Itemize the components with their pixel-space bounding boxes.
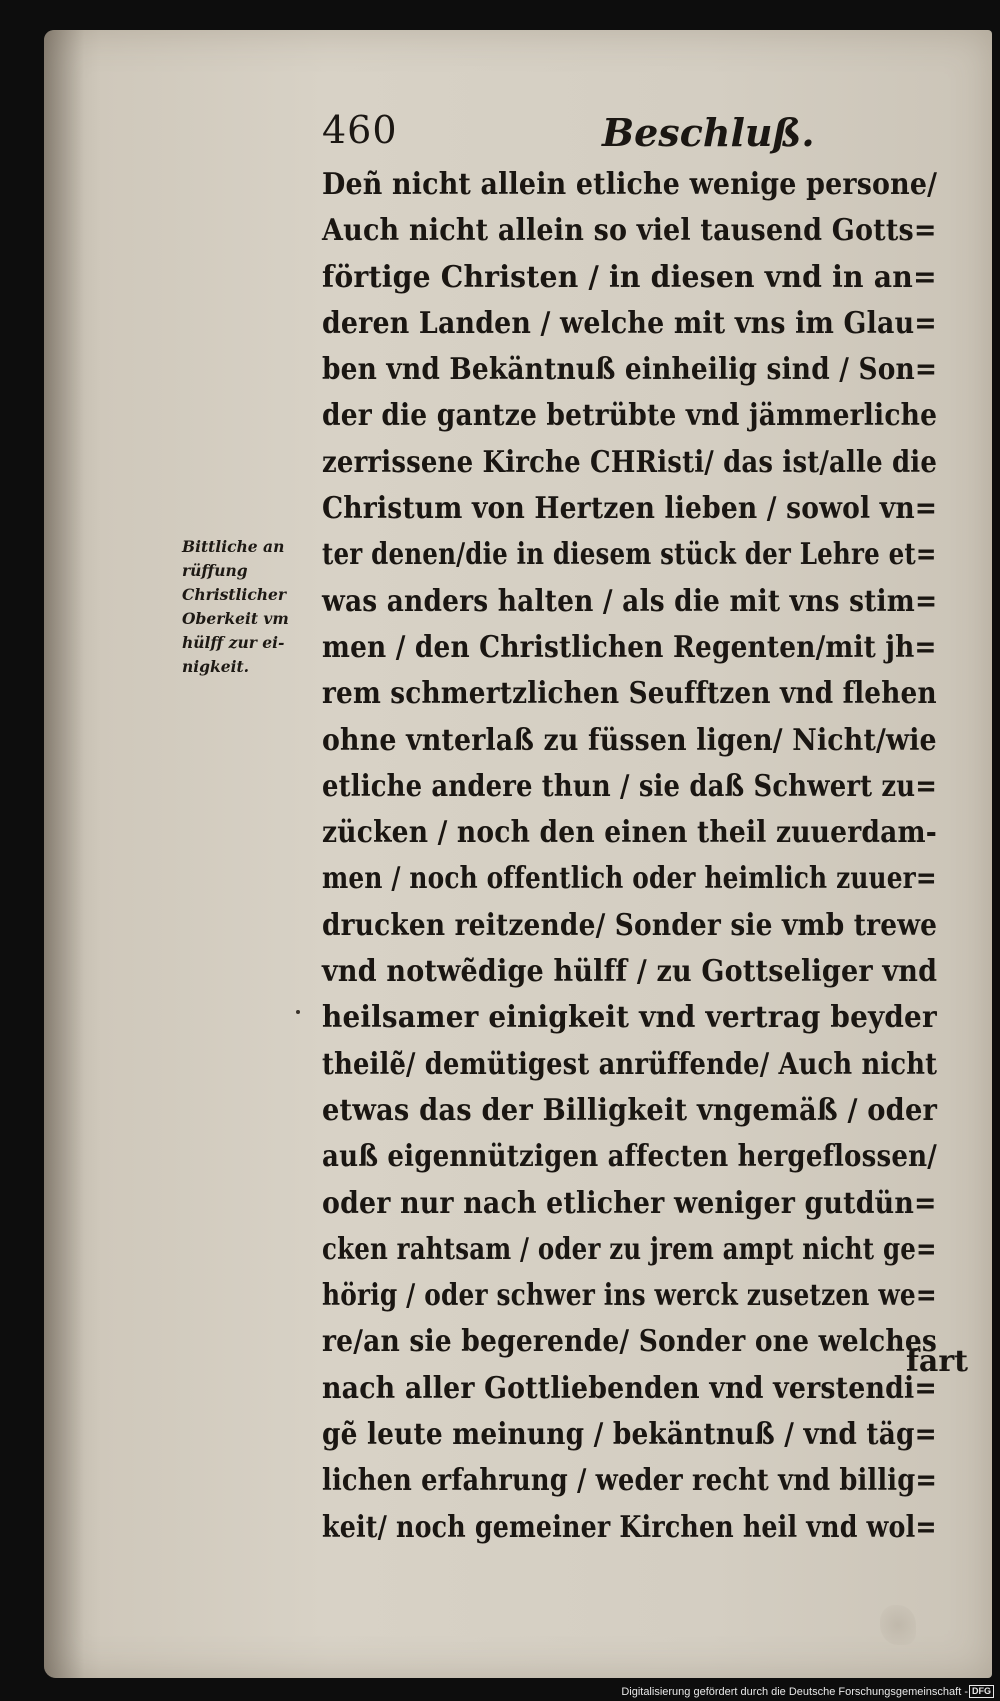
text-line: Auch nicht allein so viel tausend Gotts= (322, 213, 937, 249)
text-line: nach aller Gottliebenden vnd verstendi= (322, 1370, 938, 1406)
margin-note (182, 535, 322, 679)
gutter-shadow (44, 30, 84, 1678)
text-line: ohne vnterlaß zu füssen ligen/ Nicht/wie (322, 722, 937, 758)
text-line: der die gantze betrübte vnd jämmerliche (322, 398, 938, 434)
text-line: cken rahtsam / oder zu jrem ampt nicht ge= (322, 1231, 937, 1267)
text-line: re/an sie begerende/ Sonder one welches (322, 1324, 938, 1360)
margin-note-line: Oberkeit vm (182, 609, 289, 628)
page-header (0, 0, 1000, 160)
text-line: etwas das der Billigkeit vngemäß / oder (322, 1092, 938, 1128)
digitization-footer (0, 1681, 1000, 1701)
text-line: gẽ leute meinung / bekäntnuß / vnd täg= (322, 1417, 937, 1453)
margin-note-line: Christlicher (182, 585, 287, 604)
margin-note-line: nigkeit. (182, 657, 250, 676)
text-line: ben vnd Bekäntnuß einheilig sind / Son= (322, 352, 938, 388)
page-number: 460 (322, 108, 398, 152)
text-line: Deñ nicht allein etliche wenige persone/ (322, 167, 938, 202)
running-head: Beschluß. (602, 110, 815, 155)
text-line: men / noch offentlich oder heimlich zuuer= (322, 861, 937, 897)
margin-note-line: hülff zur ei- (182, 633, 285, 652)
text-line: keit/ noch gemeiner Kirchen heil vnd wol= (322, 1509, 937, 1545)
text-line: lichen erfahrung / weder recht vnd billig= (322, 1463, 938, 1499)
text-line: deren Landen / welche mit vns im Glau= (322, 305, 937, 341)
funding-credit: Digitalisierung gefördert durch die Deutsche Forschungsgemeinschaft - (621, 1686, 968, 1698)
text-line: oder nur nach etlicher weniger gutdün= (322, 1185, 937, 1221)
ink-dot (296, 1010, 300, 1014)
text-line: men / den Christlichen Regenten/mit jh= (322, 629, 937, 665)
text-line: zücken / noch den einen theil zuuerdam- (322, 815, 937, 851)
text-line: heilsamer einigkeit vnd vertrag beyder (322, 1000, 937, 1036)
text-line: drucken reitzende/ Sonder sie vmb trewe (322, 907, 938, 943)
body-text (322, 162, 962, 1551)
text-line: Christum von Hertzen lieben / sowol vn= (322, 491, 938, 527)
margin-note-line: Bittliche an (182, 537, 285, 556)
text-line: zerrissene Kirche CHRisti/ das ist/alle die (322, 444, 938, 480)
text-line: rem schmertzlichen Seufftzen vnd flehen (322, 676, 937, 712)
text-line: was anders halten / als die mit vns stim= (322, 583, 938, 619)
paper-stain (880, 1605, 916, 1645)
text-line: ter denen/die in diesem stück der Lehre et= (322, 537, 937, 573)
text-line: auß eigennützigen affecten hergeflossen/ (322, 1139, 937, 1175)
text-line: hörig / oder schwer ins werck zusetzen we= (322, 1278, 937, 1314)
text-line: förtige Christen / in diesen vnd in an= (322, 259, 937, 295)
text-line: vnd notwẽdige hülff / zu Gottseliger vnd (322, 954, 938, 990)
text-line: etliche andere thun / sie daß Schwert zu= (322, 768, 938, 804)
margin-note-line: rüffung (182, 561, 248, 580)
dfg-logo: DFG (969, 1685, 994, 1698)
text-line: theilẽ/ demütigest anrüffende/ Auch nicht (322, 1046, 938, 1082)
catchword: fart (906, 1344, 969, 1379)
